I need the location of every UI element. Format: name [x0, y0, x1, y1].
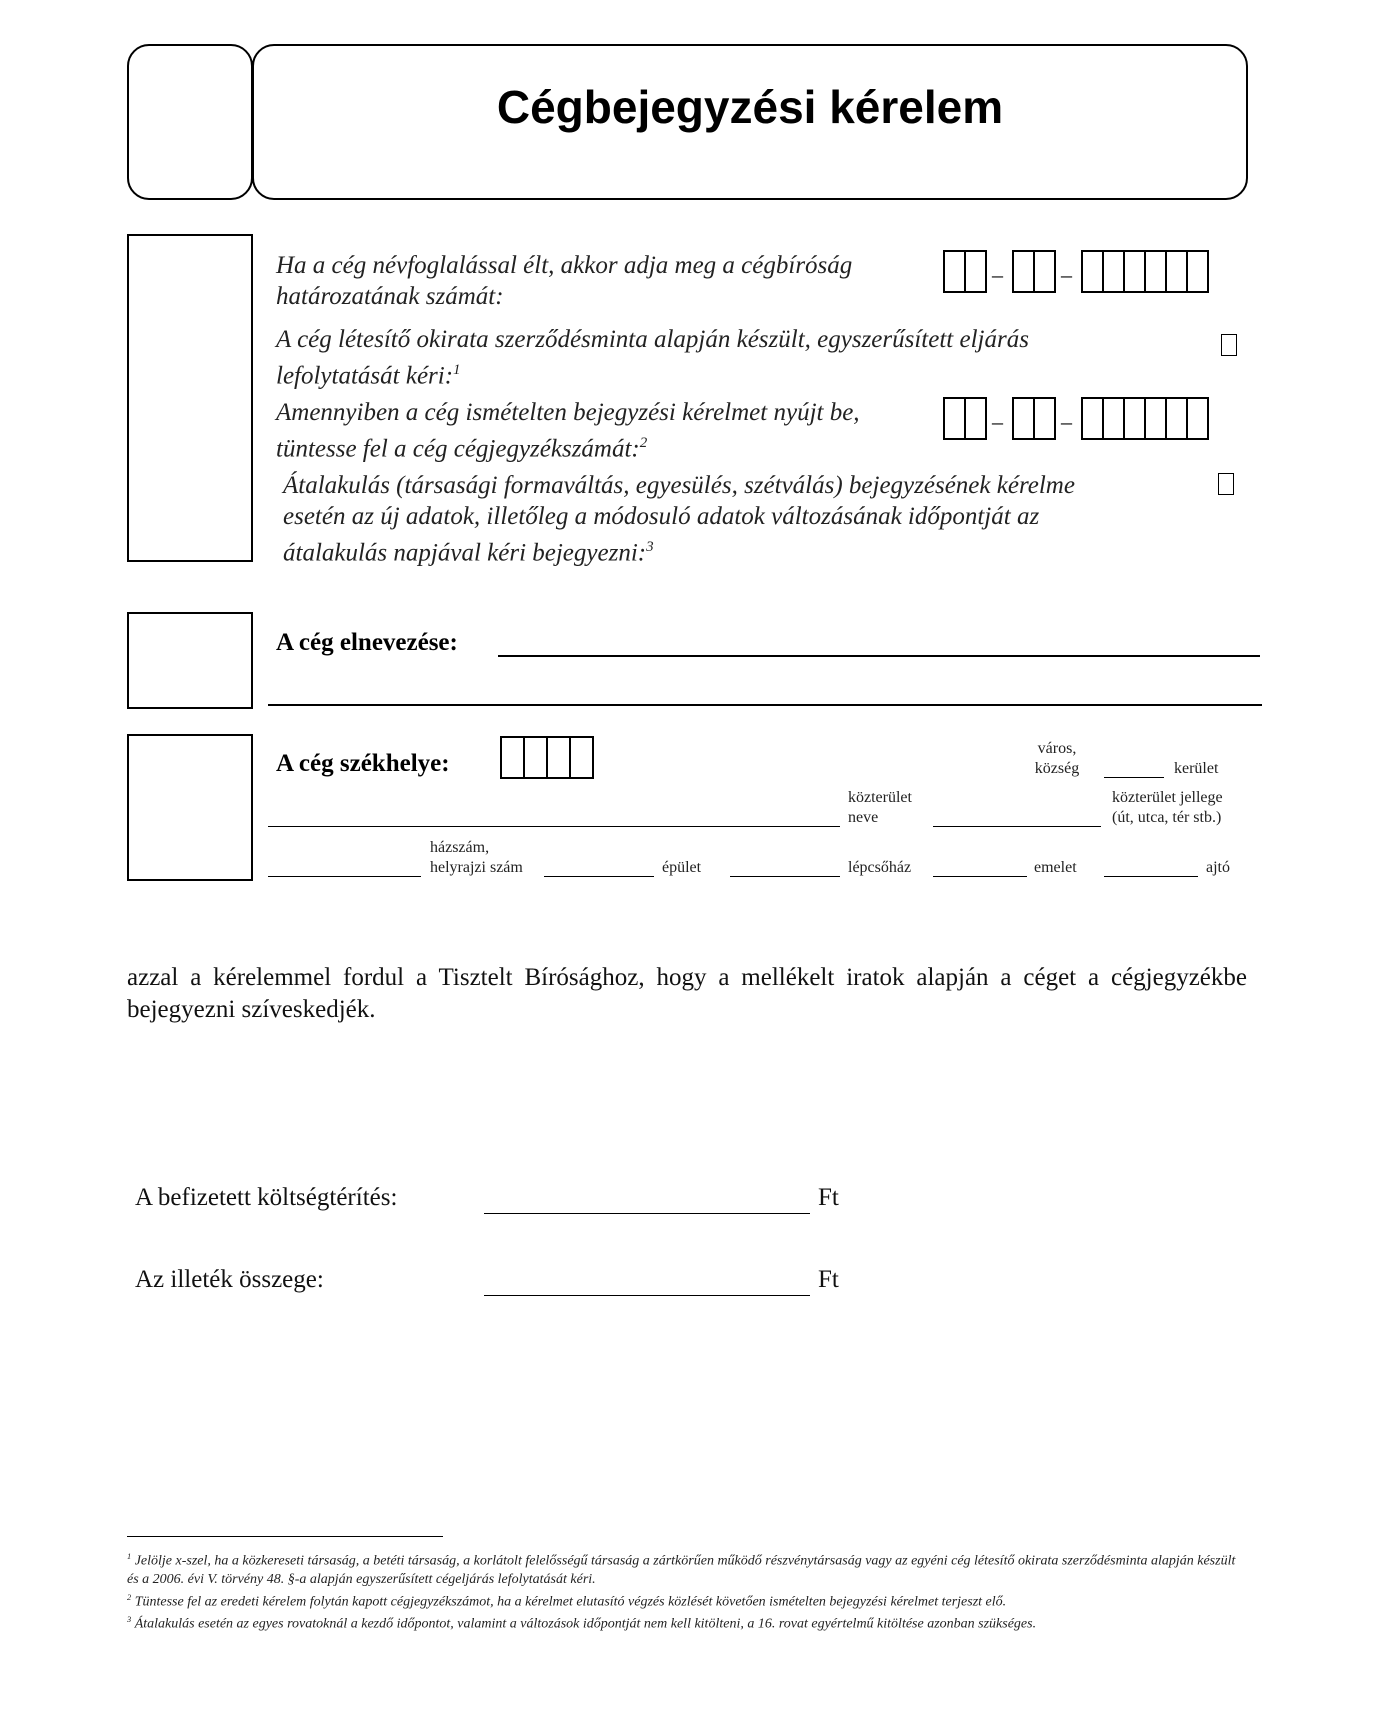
district-label: kerület	[1174, 760, 1219, 777]
footnote-number: 1	[127, 1552, 132, 1561]
company-name-line-1[interactable]	[498, 655, 1260, 657]
stair-label: lépcsőház	[848, 859, 912, 876]
registry-number-field-3[interactable]	[1081, 397, 1209, 440]
street-name-field[interactable]	[933, 826, 1101, 827]
dash: –	[1061, 409, 1072, 434]
page-title: Cégbejegyzési kérelem	[496, 81, 1004, 133]
footnote-number: 3	[127, 1615, 132, 1625]
footnote-3	[127, 1611, 1247, 1634]
transformation-label: Átalakulás (társasági formaváltás, egyesülés, szétválás) bejegyzésének kérelme esetén az új adatok, illetőleg a módosuló adatok változásának időpontját az átalakulás napjával kéri bejegyezni:	[283, 472, 1075, 567]
footnote-separator	[127, 1536, 443, 1537]
footnote-3-text: Átalakulás esetén az egyes rovatoknál a kezdő időpontot, valamint a változások időpontját nem kell kitölteni, a 16. rovat egyértelmű kitöltése azonban szükséges.	[134, 1616, 1037, 1632]
footnote-1-text: Jelölje x-szel, ha a közkereseti társaság, a betéti társaság, a korlátolt felelősségű társaság a zártkörűen működő részvénytársaság vagy az egyéni cég létesítő okirata szerződésminta alapján készült és a 2006. évi V. törvény 48. §-a alapján egyszerűsített cégeljárás lefolytatását kéri.	[127, 1553, 1236, 1587]
footnote-ref: 2	[639, 435, 648, 451]
duty-label: Az illeték összege:	[135, 1266, 324, 1293]
company-seat-label: A cég székhelye:	[276, 750, 450, 777]
house-number-label-line1: házszám,	[430, 839, 490, 856]
seat-number-box	[127, 734, 253, 881]
door-label: ajtó	[1206, 859, 1230, 876]
section1-number-box	[127, 234, 253, 562]
registry-number-field-1[interactable]	[943, 397, 987, 440]
footnote-ref: 3	[646, 539, 654, 555]
floor-field[interactable]	[933, 876, 1027, 877]
footnote-2	[127, 1589, 1247, 1612]
reservation-number-field-2[interactable]	[1012, 250, 1056, 293]
door-field[interactable]	[1104, 876, 1198, 877]
name-number-box	[127, 612, 253, 709]
city-label-line1: város,	[1037, 740, 1077, 757]
duty-field[interactable]	[484, 1295, 810, 1296]
street-name-label-line1: közterület	[848, 789, 912, 806]
street-type-label-line1: közterület jellege	[1112, 789, 1223, 806]
repeat-application-text	[276, 397, 916, 464]
house-number-label	[430, 838, 523, 878]
template-procedure-checkbox[interactable]	[1221, 334, 1237, 356]
city-label	[1030, 739, 1084, 779]
street-type-label	[1112, 788, 1223, 828]
repeat-application-label: Amennyiben a cég ismételten bejegyzési kérelmet nyújt be, tüntesse fel a cég cégjegyzékszámát:	[276, 399, 860, 463]
reservation-number-field-3[interactable]	[1081, 250, 1209, 293]
house-number-label-line2: helyrajzi szám	[430, 859, 523, 876]
footnote-number: 2	[127, 1592, 132, 1602]
name-reservation-text: Ha a cég névfoglalással élt, akkor adja meg a cégbíróság határozatának számát:	[276, 252, 853, 310]
dash: –	[1061, 262, 1072, 287]
cost-field[interactable]	[484, 1213, 810, 1214]
header-number-box	[127, 44, 253, 200]
stair-field[interactable]	[730, 876, 840, 877]
district-field[interactable]	[1104, 777, 1164, 778]
footnotes	[127, 1548, 1247, 1634]
template-procedure-text	[276, 324, 1096, 391]
city-field[interactable]	[268, 826, 840, 827]
company-name-label: A cég elnevezése:	[276, 629, 458, 656]
transformation-text	[283, 470, 1113, 568]
cost-currency: Ft	[818, 1184, 839, 1211]
street-name-label	[848, 788, 912, 828]
city-label-line2: község	[1034, 760, 1080, 777]
template-procedure-label: A cég létesítő okirata szerződésminta alapján készült, egyszerűsített eljárás lefolytatását kéri:	[276, 326, 1029, 390]
house-number-field[interactable]	[268, 876, 421, 877]
building-field[interactable]	[544, 876, 654, 877]
reservation-number-field-1[interactable]	[943, 250, 987, 293]
transformation-checkbox[interactable]	[1218, 473, 1234, 495]
footnote-1	[127, 1548, 1247, 1589]
postal-code-field[interactable]	[500, 736, 594, 779]
dash: –	[992, 409, 1003, 434]
street-type-label-line2: (út, utca, tér stb.)	[1112, 809, 1222, 826]
floor-label: emelet	[1034, 859, 1077, 876]
building-label: épület	[662, 859, 702, 876]
header-title-box	[252, 44, 1248, 200]
cost-label: A befizetett költségtérítés:	[135, 1184, 398, 1211]
request-paragraph: azzal a kérelemmel fordul a Tisztelt Bírósághoz, hogy a mellékelt iratok alapján a céget a cégjegyzékbe bejegyezni szíveskedjék.	[127, 964, 1247, 1023]
footnote-2-text: Tüntesse fel az eredeti kérelem folytán kapott cégjegyzékszámot, ha a kérelmet elutasító végzés közlését követően ismételten bejegyzési kérelmet terjeszt elő.	[134, 1594, 1007, 1610]
street-name-label-line2: neve	[848, 809, 879, 826]
duty-currency: Ft	[818, 1266, 839, 1293]
footnote-ref: 1	[453, 362, 461, 378]
dash: –	[992, 262, 1003, 287]
company-name-line-2[interactable]	[268, 704, 1262, 706]
registry-number-field-2[interactable]	[1012, 397, 1056, 440]
